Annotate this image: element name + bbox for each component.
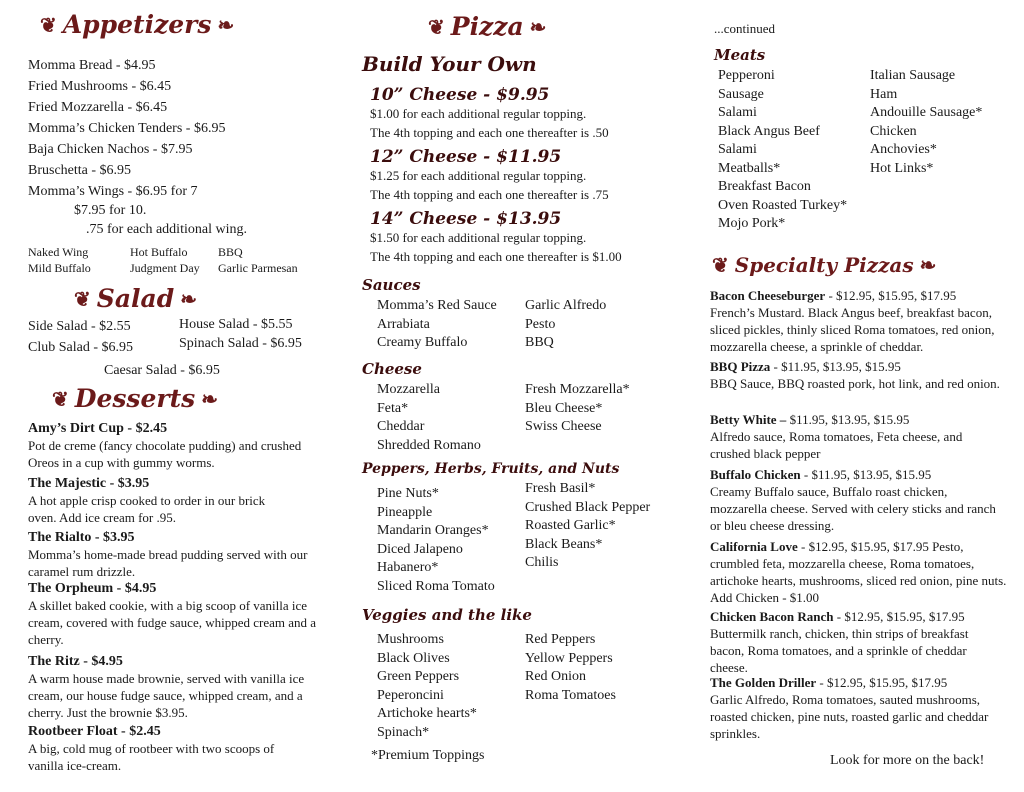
scroll-ornament-icon: ❧ [217, 12, 235, 37]
specialty-name: Betty White – [710, 412, 787, 427]
list-item: Bleu Cheese* [525, 400, 603, 416]
list-item: Mozzarella [377, 382, 440, 397]
wing-flavor: Judgment Day [130, 261, 200, 275]
scroll-ornament-icon: ❧ [180, 286, 197, 311]
sauces-right-list [525, 297, 606, 353]
list-item: Garlic Alfredo [525, 298, 607, 313]
list-item: Artichoke hearts* [377, 706, 477, 721]
salad-item: Side Salad - $2.55 [28, 319, 131, 334]
scroll-ornament-icon: ❦ [428, 14, 445, 39]
list-item: Roma Tomatoes [525, 687, 616, 703]
list-item: Bruschetta - $6.95 [28, 163, 132, 178]
scroll-ornament-icon: ❦ [52, 386, 69, 411]
list-item: Habanero* [377, 560, 439, 575]
specialty-item [710, 538, 1010, 606]
specialty-prices: - $11.95, $13.95, $15.95 [800, 467, 932, 482]
scroll-ornament-icon: ❧ [529, 14, 547, 39]
dessert-item [28, 529, 320, 580]
continued-label: ...continued [714, 21, 776, 36]
dessert-description: A hot apple crisp cooked to order in our brick oven. Add ice cream for .95. [28, 493, 266, 525]
appetizers-heading: ❦ Appetizers ❧ [40, 10, 235, 39]
scroll-ornament-icon: ❧ [919, 253, 937, 277]
topping-price-note: The 4th topping and each one thereafter is .50 [370, 125, 609, 140]
specialty-description: BBQ Sauce, BBQ roasted pork, hot link, and red onion. [710, 376, 1000, 391]
salad-item: House Salad - $5.55 [179, 317, 293, 332]
specialty-description: French’s Mustard. Black Angus beef, breakfast bacon, sliced pickles, thinly sliced Roma tomatoes, red onion, mozzarella cheese, a sprinkle of cheddar. [710, 305, 995, 354]
list-item: Chicken [870, 123, 917, 139]
list-item: BBQ [525, 335, 554, 350]
specialty-prices: - $12.95, $15.95, $17.95 [825, 288, 957, 303]
wings-additional-price: .75 for each additional wing. [86, 222, 247, 237]
veggies-left-list [377, 631, 477, 742]
peppers-left-list [377, 485, 495, 596]
dessert-name: The Orpheum - $4.95 [28, 581, 157, 596]
wing-flavor: Hot Buffalo [130, 245, 188, 259]
specialty-description: Buttermilk ranch, chicken, thin strips of breakfast bacon, Roma tomatoes, and a sprinkle of cheddar cheese. [710, 626, 969, 675]
specialty-description: Alfredo sauce, Roma tomatoes, Feta cheese, and crushed black pepper [710, 429, 963, 461]
scroll-ornament-icon: ❦ [712, 253, 729, 277]
list-item: Pesto [525, 316, 556, 332]
dessert-name: The Ritz - $4.95 [28, 654, 123, 669]
dessert-name: Amy’s Dirt Cup - $2.45 [28, 421, 168, 436]
dessert-description: Momma’s home-made bread pudding served with our caramel rum drizzle. [28, 547, 308, 579]
specialty-prices: - $12.95, $15.95, $17.95 Pesto, crumbled feta, mozzarella cheese, Roma tomatoes, artichoke hearts, mushrooms, sliced red onion, pine nuts. Add Chicken - $1.00 [710, 539, 1007, 605]
scroll-ornament-icon: ❦ [40, 12, 57, 37]
salad-item: Caesar Salad - $6.95 [104, 363, 220, 378]
desserts-heading: ❦ Desserts ❧ [52, 384, 218, 413]
specialty-name: Bacon Cheeseburger [710, 288, 826, 303]
peppers-herbs-heading: Peppers, Herbs, Fruits, and Nuts [362, 461, 620, 477]
list-item: Cheddar [377, 419, 425, 434]
list-item: Ham [870, 86, 898, 102]
list-item: Hot Links* [870, 160, 934, 176]
list-item: Crushed Black Pepper [525, 499, 651, 515]
wing-flavor: Garlic Parmesan [218, 261, 298, 275]
meats-heading: Meats [714, 46, 766, 64]
list-item: Roasted Garlic* [525, 518, 616, 533]
list-item: Red Onion [525, 669, 587, 684]
specialty-prices: - $12.95, $15.95, $17.95 [833, 609, 965, 624]
wing-flavor: Mild Buffalo [28, 261, 91, 275]
dessert-name: The Rialto - $3.95 [28, 530, 135, 545]
specialty-name: California Love [710, 539, 798, 554]
pizza-size-label: 12” Cheese - $11.95 [370, 147, 562, 167]
cheese-left-list [377, 381, 481, 455]
list-item: Creamy Buffalo [377, 335, 468, 350]
list-item: Diced Jalapeno [377, 541, 463, 557]
list-item: Mushrooms [377, 632, 444, 647]
scroll-ornament-icon: ❦ [74, 286, 91, 311]
specialty-item [710, 358, 1000, 392]
list-item: Pepperoni [718, 68, 775, 83]
list-item: Andouille Sausage* [870, 105, 983, 120]
appetizers-list [28, 55, 225, 202]
list-item: Momma’s Red Sauce [377, 298, 497, 313]
sauces-left-list [377, 297, 497, 353]
list-item: Sausage [718, 86, 764, 102]
dessert-item [28, 723, 308, 774]
dessert-description: Pot de creme (fancy chocolate pudding) and crushed Oreos in a cup with gummy worms. [28, 438, 302, 470]
wing-flavor: BBQ [218, 245, 243, 259]
topping-price-note: The 4th topping and each one thereafter is $1.00 [370, 249, 622, 264]
meats-left-list [718, 67, 847, 234]
pizza-size-label: 10” Cheese - $9.95 [370, 85, 550, 105]
list-item: Salami [718, 105, 757, 120]
list-item: Fried Mozzarella - $6.45 [28, 100, 168, 115]
build-your-own-heading: Build Your Own [362, 52, 537, 76]
list-item: Oven Roasted Turkey* [718, 197, 848, 213]
dessert-name: The Majestic - $3.95 [28, 476, 150, 491]
specialty-item [710, 287, 1010, 355]
list-item: Feta* [377, 400, 409, 416]
list-item: Italian Sausage [870, 68, 956, 83]
cheese-heading: Cheese [362, 360, 422, 378]
specialty-pizzas-heading: ❦ Specialty Pizzas ❧ [712, 253, 937, 277]
specialty-prices: - $11.95, $13.95, $15.95 [770, 359, 901, 374]
list-item: Meatballs* [718, 160, 781, 176]
list-item: Sliced Roma Tomato [377, 578, 495, 594]
meats-right-list [870, 67, 982, 178]
specialty-description: Creamy Buffalo sauce, Buffalo roast chicken, mozzarella cheese. Served with celery sticks and ranch or bleu cheese dressing. [710, 484, 996, 533]
list-item: Breakfast Bacon [718, 179, 811, 194]
specialty-prices: - $12.95, $15.95, $17.95 [816, 675, 948, 690]
dessert-description: A skillet baked cookie, with a big scoop of vanilla ice cream, covered with fudge sauce, whipped cream and a cherry. [28, 598, 317, 647]
topping-price-note: The 4th topping and each one thereafter is .75 [370, 187, 609, 202]
list-item: Spinach* [377, 724, 430, 740]
specialty-description: Garlic Alfredo, Roma tomatoes, sauted mushrooms, roasted chicken, pine nuts, roasted garlic and cheddar sprinkles. [710, 692, 989, 741]
salad-heading: ❦ Salad ❧ [74, 284, 197, 313]
wings-ten-price: $7.95 for 10. [74, 203, 147, 218]
list-item: Black Olives [377, 650, 450, 666]
back-page-note: Look for more on the back! [830, 753, 985, 768]
list-item: Peperoncini [377, 687, 444, 703]
dessert-name: Rootbeer Float - $2.45 [28, 724, 161, 739]
list-item: Black Beans* [525, 536, 603, 552]
list-item: Pineapple [377, 504, 433, 520]
list-item: Green Peppers [377, 669, 460, 684]
list-item: Mandarin Oranges* [377, 523, 489, 538]
list-item: Black Angus Beef [718, 123, 820, 139]
dessert-item [28, 653, 320, 721]
list-item: Momma Bread - $4.95 [28, 58, 156, 73]
list-item: Fried Mushrooms - $6.45 [28, 79, 172, 94]
dessert-description: A big, cold mug of rootbeer with two scoops of vanilla ice-cream. [28, 741, 275, 773]
dessert-item [28, 580, 320, 648]
specialty-name: The Golden Driller [710, 675, 817, 690]
dessert-item [28, 475, 296, 526]
premium-toppings-note: *Premium Toppings [371, 748, 485, 763]
list-item: Shredded Romano [377, 437, 481, 453]
specialty-name: Chicken Bacon Ranch [710, 609, 834, 624]
specialty-name: BBQ Pizza [710, 359, 771, 374]
pizza-size-label: 14” Cheese - $13.95 [370, 209, 562, 229]
list-item: Pine Nuts* [377, 486, 439, 501]
list-item: Arrabiata [377, 316, 430, 332]
list-item: Fresh Mozzarella* [525, 382, 630, 397]
specialty-name: Buffalo Chicken [710, 467, 801, 482]
list-item: Momma’s Wings - $6.95 for 7 [28, 184, 198, 199]
veggies-heading: Veggies and the like [362, 606, 532, 624]
list-item: Red Peppers [525, 632, 596, 647]
scroll-ornament-icon: ❧ [201, 386, 218, 411]
list-item: Fresh Basil* [525, 481, 596, 496]
sauces-heading: Sauces [362, 276, 421, 294]
list-item: Anchovies* [870, 142, 937, 157]
list-item: Baja Chicken Nachos - $7.95 [28, 142, 193, 157]
dessert-item [28, 420, 320, 471]
dessert-description: A warm house made brownie, served with vanilla ice cream, our house fudge sauce, whipped cream, and a cherry. Just the brownie $3.95. [28, 671, 305, 720]
list-item: Mojo Pork* [718, 216, 786, 231]
list-item: Salami [718, 142, 757, 157]
veggies-right-list [525, 631, 616, 705]
specialty-item [710, 466, 1004, 534]
list-item: Yellow Peppers [525, 650, 613, 666]
specialty-item [710, 411, 1000, 462]
list-item: Momma’s Chicken Tenders - $6.95 [28, 121, 226, 136]
list-item: Chilis [525, 555, 559, 570]
peppers-right-list [525, 480, 650, 573]
topping-price-note: $1.25 for each additional regular topping. [370, 168, 587, 183]
list-item: Swiss Cheese [525, 419, 602, 434]
cheese-right-list [525, 381, 630, 437]
salad-item: Spinach Salad - $6.95 [179, 336, 302, 351]
wing-flavor: Naked Wing [28, 245, 89, 259]
specialty-prices: $11.95, $13.95, $15.95 [786, 412, 910, 427]
pizza-heading: ❦ Pizza ❧ [428, 12, 547, 41]
topping-price-note: $1.00 for each additional regular topping. [370, 106, 587, 121]
topping-price-note: $1.50 for each additional regular topping. [370, 230, 587, 245]
salad-item: Club Salad - $6.95 [28, 340, 133, 355]
specialty-item [710, 674, 1000, 742]
specialty-item [710, 608, 1002, 676]
